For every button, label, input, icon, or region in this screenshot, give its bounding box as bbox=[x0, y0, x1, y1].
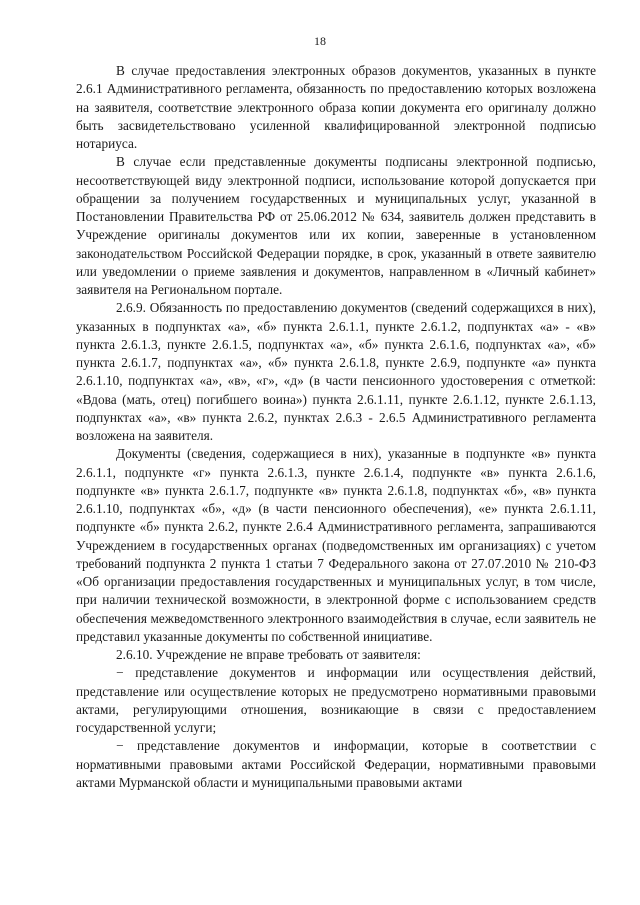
paragraph-electronic-images: В случае предоставления электронных образов документов, указанных в пункте 2.6.1 Административного регламента, обязанность по предоставлению которых возложена на заявителя, соответствие электронного образа копии документа его оригиналу должно быть засвидетельствовано усиленной квалифицированной электронной подписью нотариуса. bbox=[76, 63, 596, 151]
paragraph-2-6-10: 2.6.10. Учреждение не вправе требовать от заявителя: bbox=[116, 647, 421, 662]
document-body bbox=[76, 62, 596, 792]
list-item-dash: − представление документов и информации или осуществления действий, представление или осуществление которых не предусмотрено нормативными правовыми актами, регулирующими отношения, возникающие в связи с предоставлением государственной услуги; bbox=[76, 665, 596, 735]
paragraph-2-6-9: 2.6.9. Обязанность по предоставлению документов (сведений содержащихся в них), указанных в подпунктах «а», «б» пункта 2.6.1.1, пункте 2.6.1.2, подпунктах «а» - «в» пункта 2.6.1.3, пункте 2.6.1.5, подпунктах «а», «б» пункта 2.6.1.6, подпунктах «а», «б» пункта 2.6.1.7, подпунктах «а», «б» пункта 2.6.1.8, пункте 2.6.9, подпункте «а» пункта 2.6.1.10, подпунктах «а», «в», «г», «д» (в части пенсионного удостоверения с отметкой: «Вдова (мать, отец) погибшего воина») пункта 2.6.1.11, пункте 2.6.1.12, пункте 2.6.1.13, подпунктах «а», «в» пункта 2.6.2, пунктах 2.6.3 - 2.6.5 Административного регламента возложена на заявителя. bbox=[76, 300, 596, 443]
paragraph-electronic-signature: В случае если представленные документы подписаны электронной подписью, несоответствующей виду электронной подписи, использование которой допускается при обращении за получением государственных и муниципальных услуг, указанной в Постановлении Правительства РФ от 25.06.2012 № 634, заявитель должен представить в Учреждение оригиналы документов или их копии, заверенные в установленном законодательством Российской Федерации порядке, в срок, указанный в ответе заявителю или уведомлении о приеме заявления и документов, направленном в «Личный кабинет» заявителя на Региональном портале. bbox=[76, 154, 596, 297]
paragraph-interagency-requests: Документы (сведения, содержащиеся в них), указанные в подпункте «в» пункта 2.6.1.1, подпункте «г» пункта 2.6.1.3, пункте 2.6.1.4, подпункте «в» пункта 2.6.1.6, подпункте «в» пункта 2.6.1.7, подпункте «в» пункта 2.6.1.8, подпунктах «б», «в» пункта 2.6.1.10, подпунктах «б», «д» (в части пенсионного обеспечения), «е» пункта 2.6.1.11, подпункте «б» пункта 2.6.2, пункте 2.6.4 Административного регламента, запрашиваются Учреждением в государственных органах (подведомственных им организациях) с учетом требований подпункта 2 пункта 1 статьи 7 Федерального закона от 27.07.2010 № 210-ФЗ «Об организации предоставления государственных и муниципальных услуг, в том числе, при наличии технической возможности, в электронной форме с использованием средств обеспечения межведомственного электронного взаимодействия в случае, если заявитель не представил указанные документы по собственной инициативе. bbox=[76, 446, 596, 644]
page-number: 18 bbox=[314, 34, 326, 48]
list-item-dash: − представление документов и информации, которые в соответствии с нормативными правовыми актами Российской Федерации, нормативными правовыми актами Мурманской области и муниципальными правовыми актами bbox=[76, 738, 596, 790]
